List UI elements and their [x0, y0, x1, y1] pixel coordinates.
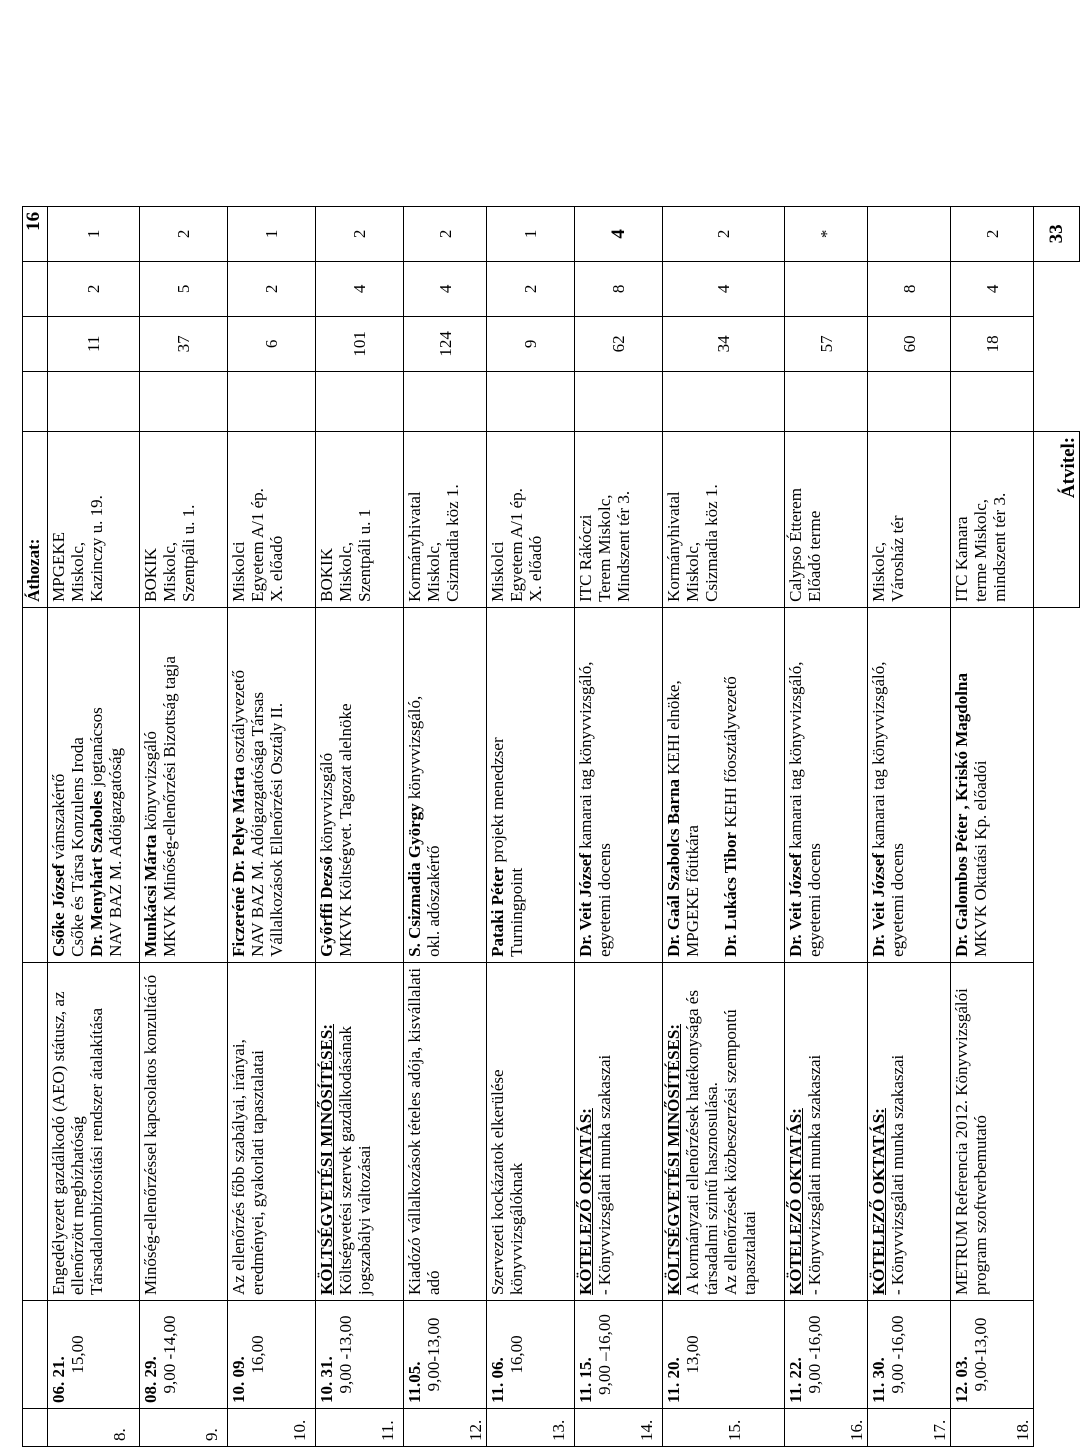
- topic-line: társadalmi szintű hasznosulása.: [702, 1082, 721, 1295]
- row-date-cell: [140, 1301, 228, 1409]
- hours-count: [785, 261, 868, 316]
- spacer-cell: [663, 371, 785, 431]
- lecturer-line: [869, 613, 888, 957]
- topic-line: - Könyvvizsgálati munka szakaszai: [595, 1054, 614, 1295]
- topic-line: adó: [424, 1270, 443, 1295]
- lecturer-role: kamarai tag könyvvizsgáló,: [786, 661, 805, 854]
- empty-cell: [1034, 1409, 1080, 1447]
- lecturer-role: MKVK Minőség-ellenőrzési Bizottság tagja: [160, 656, 179, 957]
- row-time: 9,00 -14,00: [160, 1315, 179, 1394]
- lecturer-role: NAV BAZ M. Adóigazgatóság: [106, 747, 125, 957]
- topic-heading: KÖTELEZŐ OKTATÁS:: [869, 1108, 888, 1295]
- lecturer-role: Vállalkozások Ellenőrzési Osztály II.: [267, 702, 286, 957]
- spacer-cell: [316, 371, 404, 431]
- row-location-cell: [487, 431, 575, 607]
- location-line: X. előadó: [526, 535, 545, 602]
- row-time: 9,00-13,00: [424, 1317, 443, 1392]
- topic-heading: KÖLTSÉGVETÉSI MINŐSÍTÉSES:: [664, 1023, 683, 1295]
- location-line: Miskolci: [488, 541, 507, 602]
- location-line: Szentpáli u. 1.: [179, 504, 198, 602]
- location-line: Előadó terme: [805, 510, 824, 602]
- credits-count: 1: [228, 206, 316, 261]
- star-note: *: [785, 206, 868, 261]
- row-location-cell: [48, 431, 140, 607]
- row-date-cell: [487, 1301, 575, 1409]
- row-number: 10.: [228, 1409, 316, 1447]
- hours-count: 8: [575, 261, 663, 316]
- row-lecturer-cell: [487, 607, 575, 962]
- row-topic-cell: [663, 962, 785, 1300]
- row-date: 11. 22.: [786, 1357, 805, 1403]
- row-date-cell: [48, 1301, 140, 1409]
- row-date: 11. 20.: [664, 1357, 683, 1403]
- spacer-cell: [487, 371, 575, 431]
- lecturer-line: [248, 613, 267, 957]
- table-row: [316, 206, 404, 1446]
- lecturer-role: egyetemi docens: [595, 843, 614, 957]
- location-line: Miskolc,: [160, 541, 179, 602]
- lecturer-name: Csőke József: [49, 863, 68, 957]
- location-line: Calypso Étterem: [786, 488, 805, 602]
- lecturer-line: [805, 613, 824, 957]
- topic-heading: KÖTELEZŐ OKTATÁS:: [576, 1108, 595, 1295]
- row-time: 15,00: [68, 1335, 87, 1374]
- topic-line: könyvvizsgálóknak: [507, 1162, 526, 1295]
- lecturer-role: KEHI elnöke,: [664, 680, 683, 779]
- location-line: Terem Miskolc,: [595, 494, 614, 602]
- row-number: 15.: [663, 1409, 785, 1447]
- hours-count: 2: [228, 261, 316, 316]
- row-lecturer-cell: [140, 607, 228, 962]
- hours-count: 4: [316, 261, 404, 316]
- row-topic-cell: [228, 962, 316, 1300]
- lecturer-line: [229, 613, 248, 957]
- spacer-cell: [140, 371, 228, 431]
- location-line: Egyetem A/1 ép.: [248, 488, 267, 602]
- lecturer-role: osztályvezető: [229, 670, 248, 767]
- row-number: 14.: [575, 1409, 663, 1447]
- table-row: [868, 206, 951, 1446]
- attendees-count: 11: [48, 316, 140, 371]
- credits-count: 1: [48, 206, 140, 261]
- spacer-cell: [575, 371, 663, 431]
- lecturer-line: [160, 613, 179, 957]
- row-topic-cell: [951, 962, 1034, 1300]
- topic-heading: KÖTELEZŐ OKTATÁS:: [786, 1108, 805, 1295]
- location-line: Csizmadia köz 1.: [443, 484, 462, 602]
- row-location-cell: [228, 431, 316, 607]
- row-location-cell: [140, 431, 228, 607]
- row-lecturer-cell: [663, 607, 785, 962]
- attendees-count: 57: [785, 316, 868, 371]
- row-time: 9,00 –16,00: [595, 1314, 614, 1395]
- location-line: terme Miskolc,: [971, 498, 990, 602]
- lecturer-line: [488, 613, 507, 957]
- lecturer-role: NAV BAZ M. Adóigazgatósága Társas: [248, 691, 267, 957]
- location-line: BOKIK: [141, 548, 160, 602]
- lecturer-line: [141, 613, 160, 957]
- hours-count: 2: [487, 261, 575, 316]
- row-time: 9,00-13,00: [971, 1317, 990, 1392]
- lecturer-role: kamarai tag könyvvizsgáló,: [576, 661, 595, 854]
- spacer-cell: [404, 371, 487, 431]
- row-time: 9,00 -16,00: [805, 1315, 824, 1394]
- lecturer-role: MPGEKE főtitkára: [683, 825, 702, 957]
- spacer-cell: [228, 371, 316, 431]
- row-location-cell: [868, 431, 951, 607]
- lecturer-line: [405, 613, 424, 957]
- table-row: [785, 206, 868, 1446]
- lecturer-role: egyetemi docens: [805, 843, 824, 957]
- location-line: Miskolc,: [68, 541, 87, 602]
- location-line: Egyetem A/1 ép.: [507, 488, 526, 602]
- row-time: 16,00: [248, 1335, 267, 1374]
- lecturer-line: [317, 613, 336, 957]
- lecturer-line: [683, 613, 702, 957]
- row-lecturer-cell: [868, 607, 951, 962]
- location-line: MPGEKE: [49, 531, 68, 602]
- table-row: [228, 206, 316, 1446]
- lecturer-line: [507, 613, 526, 957]
- topic-line: Minőség-ellenőrzéssel kapcsolatos konzultáció: [141, 974, 160, 1295]
- row-lecturer-cell: [404, 607, 487, 962]
- row-number: 9.: [140, 1409, 228, 1447]
- footer-row: [1034, 206, 1080, 1446]
- row-lecturer-cell: [228, 607, 316, 962]
- credits-count: 2: [951, 206, 1034, 261]
- lecturer-line: [336, 613, 355, 957]
- table-row: [487, 206, 575, 1446]
- location-line: Miskolc,: [869, 541, 888, 602]
- credits-count: 2: [404, 206, 487, 261]
- lecturer-role: projekt menedzser: [488, 737, 507, 867]
- carry-in-label: Áthozat:: [23, 431, 48, 607]
- lecturer-name: Dr. Veit József: [786, 853, 805, 957]
- lecturer-name: Győrffi Dezső: [317, 856, 336, 957]
- location-line: BOKIK: [317, 548, 336, 602]
- table-row: [663, 206, 785, 1446]
- topic-line: Költségvetési szervek gazdálkodásának: [336, 1025, 355, 1295]
- row-lecturer-cell: [48, 607, 140, 962]
- row-lecturer-cell: [951, 607, 1034, 962]
- lecturer-role: MKVK Költségvet. Tagozat alelnöke: [336, 703, 355, 957]
- row-number: 16.: [785, 1409, 868, 1447]
- row-number: 8.: [48, 1409, 140, 1447]
- row-topic-cell: [575, 962, 663, 1300]
- attendees-count: 60: [868, 316, 951, 371]
- attendees-count: 34: [663, 316, 785, 371]
- lecturer-role: KEHI főosztályvezető: [721, 676, 740, 832]
- topic-line: A kormányzati ellenőrzések hatékonysága és: [683, 990, 702, 1295]
- lecturer-line: [424, 613, 443, 957]
- carry-out-label: Átvitel:: [1034, 431, 1080, 607]
- header-row: [23, 206, 48, 1446]
- lecturer-line: [721, 613, 740, 957]
- lecturer-name: Dr. Veit József: [576, 853, 595, 957]
- lecturer-line: [595, 613, 614, 957]
- spacer-cell: [951, 371, 1034, 431]
- row-date: 11. 30.: [869, 1357, 888, 1403]
- row-number: 11.: [316, 1409, 404, 1447]
- lecturer-role: kamarai tag könyvvizsgáló,: [869, 661, 888, 854]
- location-line: Mindszent tér 3.: [614, 490, 633, 602]
- row-date-cell: [951, 1301, 1034, 1409]
- location-line: X. előadó: [267, 535, 286, 602]
- lecturer-name: Pataki Péter: [488, 866, 507, 957]
- row-time: 16,00: [507, 1335, 526, 1374]
- hours-count: 2: [48, 261, 140, 316]
- location-line: Csizmadia köz 1.: [702, 484, 721, 602]
- spacer-cell: [48, 371, 140, 431]
- row-date: 12. 03.: [952, 1356, 971, 1403]
- empty-cell: [1034, 371, 1080, 431]
- row-lecturer-cell: [575, 607, 663, 962]
- lecturer-role: jogtanácsos: [87, 707, 106, 791]
- attendees-count: 101: [316, 316, 404, 371]
- table-row: [951, 206, 1034, 1446]
- topic-line: - Könyvvizsgálati munka szakaszai: [888, 1054, 907, 1295]
- row-date-cell: [228, 1301, 316, 1409]
- credits-count: 4: [575, 206, 663, 261]
- lecturer-role: könyvvizsgáló: [141, 731, 160, 835]
- row-lecturer-cell: [316, 607, 404, 962]
- credits-count: 2: [140, 206, 228, 261]
- spacer-cell: [868, 371, 951, 431]
- lecturer-line: [68, 613, 87, 957]
- lecturer-line: [267, 613, 286, 957]
- row-number: 18.: [951, 1409, 1034, 1447]
- row-location-cell: [316, 431, 404, 607]
- row-date: 10. 31.: [317, 1356, 336, 1403]
- lecturer-name: Dr. Galombos Péter , Kriskó Magdolna: [952, 673, 971, 957]
- table-row: [575, 206, 663, 1446]
- table-body: [23, 206, 1080, 1446]
- table-row: [48, 206, 140, 1446]
- page-number: 16: [23, 206, 48, 261]
- row-number: 13.: [487, 1409, 575, 1447]
- credits-count: 2: [663, 206, 785, 261]
- lecturer-name: S. Csizmadia György: [405, 803, 424, 957]
- credits-count: [868, 206, 951, 261]
- row-topic-cell: [140, 962, 228, 1300]
- topic-line: - Könyvvizsgálati munka szakaszai: [805, 1054, 824, 1295]
- lecturer-line: [888, 613, 907, 957]
- lecturer-role: vámszakértő: [49, 773, 68, 864]
- table-row: [404, 206, 487, 1446]
- attendees-count: 9: [487, 316, 575, 371]
- attendees-count: 6: [228, 316, 316, 371]
- row-date-cell: [575, 1301, 663, 1409]
- location-line: Miskolc,: [683, 541, 702, 602]
- lecturer-role: Turningpoint: [507, 867, 526, 957]
- lecturer-name: Dr. Lukács Tibor: [721, 831, 740, 957]
- row-date: 11. 15.: [576, 1357, 595, 1403]
- lecturer-line: [49, 613, 68, 957]
- lecturer-role: MKVK Oktatási Kp. előadói: [971, 760, 990, 957]
- row-topic-cell: [404, 962, 487, 1300]
- row-date: 11.05.: [405, 1361, 424, 1403]
- topic-line: Kiadózó vállalkozások tételes adója, kisvállalati: [405, 967, 424, 1295]
- location-line: mindszent tér 3.: [990, 492, 1009, 602]
- row-date: 11. 06.: [488, 1357, 507, 1403]
- attendees-count: 62: [575, 316, 663, 371]
- lecturer-name: Dr. Gaál Szabolcs Barna: [664, 778, 683, 957]
- location-line: Városház tér: [888, 515, 907, 602]
- lecturer-line: [106, 613, 125, 957]
- location-line: ITC Rákóczi: [576, 514, 595, 602]
- hours-count: 4: [663, 261, 785, 316]
- row-topic-cell: [316, 962, 404, 1300]
- location-line: Kormányhivatal: [664, 491, 683, 602]
- location-line: Miskolc,: [424, 541, 443, 602]
- row-time: 9,00 -16,00: [888, 1315, 907, 1394]
- topic-line: Az ellenőrzés főbb szabályai, irányai,: [229, 1039, 248, 1295]
- row-number: 17.: [868, 1409, 951, 1447]
- topic-line: Az ellenőrzések közbeszerzési szempontú: [721, 1009, 740, 1295]
- empty-cell: [1034, 1301, 1080, 1409]
- topic-line: jogszabályi változásai: [355, 1145, 374, 1295]
- lecturer-role: könyvvizsgáló,: [405, 695, 424, 804]
- lecturer-role: Csőke és Társa Konzulens Iroda: [68, 737, 87, 957]
- row-date-cell: [868, 1301, 951, 1409]
- row-topic-cell: [48, 962, 140, 1300]
- hours-count: 5: [140, 261, 228, 316]
- empty-cell: [1034, 962, 1080, 1300]
- table-row: [140, 206, 228, 1446]
- row-time: 9,00 -13,00: [336, 1315, 355, 1394]
- row-date-cell: [404, 1301, 487, 1409]
- row-location-cell: [404, 431, 487, 607]
- location-line: Miskolc,: [336, 541, 355, 602]
- lecturer-name: Munkácsi Márta: [141, 834, 160, 957]
- location-line: Szentpáli u. 1: [355, 508, 374, 602]
- hours-count: 8: [868, 261, 951, 316]
- row-date: 10. 09.: [229, 1356, 248, 1403]
- empty-cell: [1034, 316, 1080, 371]
- lecturer-role: okl. adószakértő: [424, 845, 443, 957]
- lecturer-role: egyetemi docens: [888, 843, 907, 957]
- topic-line: Társadalombiztosítási rendszer átalakítása: [87, 1008, 106, 1295]
- topic-line: ellenőrzött megbízhatóság: [68, 1116, 87, 1295]
- row-date-cell: [316, 1301, 404, 1409]
- attendees-count: 37: [140, 316, 228, 371]
- lecturer-name: Dr. Veit József: [869, 853, 888, 957]
- empty-cell: [1034, 261, 1080, 316]
- lecturer-name: Ficzeréné Dr. Pelye Márta: [229, 766, 248, 957]
- total-value: 33: [1034, 206, 1080, 261]
- row-date: 08. 29.: [141, 1356, 160, 1403]
- attendees-count: 18: [951, 316, 1034, 371]
- hours-count: 4: [404, 261, 487, 316]
- lecturer-line: [576, 613, 595, 957]
- topic-line: Szervezeti kockázatok elkerülése: [488, 1069, 507, 1295]
- topic-line: METRUM Referencia 2012. Könyvvizsgálói: [952, 988, 971, 1295]
- topic-line: eredményei, gyakorlati tapasztalatai: [248, 1050, 267, 1295]
- spacer-cell: [785, 371, 868, 431]
- row-location-cell: [785, 431, 868, 607]
- location-line: ITC Kamara: [952, 516, 971, 602]
- location-line: Kormányhivatal: [405, 491, 424, 602]
- row-location-cell: [575, 431, 663, 607]
- row-lecturer-cell: [785, 607, 868, 962]
- hours-count: 4: [951, 261, 1034, 316]
- credits-count: 2: [316, 206, 404, 261]
- lecturer-role: könyvvizsgáló: [317, 752, 336, 857]
- row-topic-cell: [868, 962, 951, 1300]
- lecturer-line: [952, 613, 971, 957]
- credits-count: 1: [487, 206, 575, 261]
- row-number: 12.: [404, 1409, 487, 1447]
- events-table: [22, 206, 1080, 1447]
- lecturer-name: Dr. Menyhárt Szaboles: [87, 790, 106, 957]
- row-date: 06. 21.: [49, 1356, 68, 1403]
- lecturer-line: [664, 613, 683, 957]
- row-date-cell: [663, 1301, 785, 1409]
- row-time: 13,00: [683, 1335, 702, 1374]
- row-topic-cell: [487, 962, 575, 1300]
- location-line: Miskolci: [229, 541, 248, 602]
- topic-heading: KÖLTSÉGVETÉSI MINŐSÍTÉSES:: [317, 1023, 336, 1295]
- topic-line: Engedélyezett gazdálkodó (AEO) státusz, az: [49, 991, 68, 1295]
- location-line: Kazinczy u. 19.: [87, 495, 106, 602]
- empty-cell: [1034, 607, 1080, 962]
- topic-line: tapasztalatai: [740, 1210, 759, 1295]
- row-location-cell: [951, 431, 1034, 607]
- lecturer-line: [702, 613, 721, 957]
- lecturer-line: [87, 613, 106, 957]
- row-topic-cell: [785, 962, 868, 1300]
- row-date-cell: [785, 1301, 868, 1409]
- lecturer-line: [971, 613, 990, 957]
- topic-line: program szoftverbemutató: [971, 1115, 990, 1295]
- lecturer-line: [786, 613, 805, 957]
- attendees-count: 124: [404, 316, 487, 371]
- row-location-cell: [663, 431, 785, 607]
